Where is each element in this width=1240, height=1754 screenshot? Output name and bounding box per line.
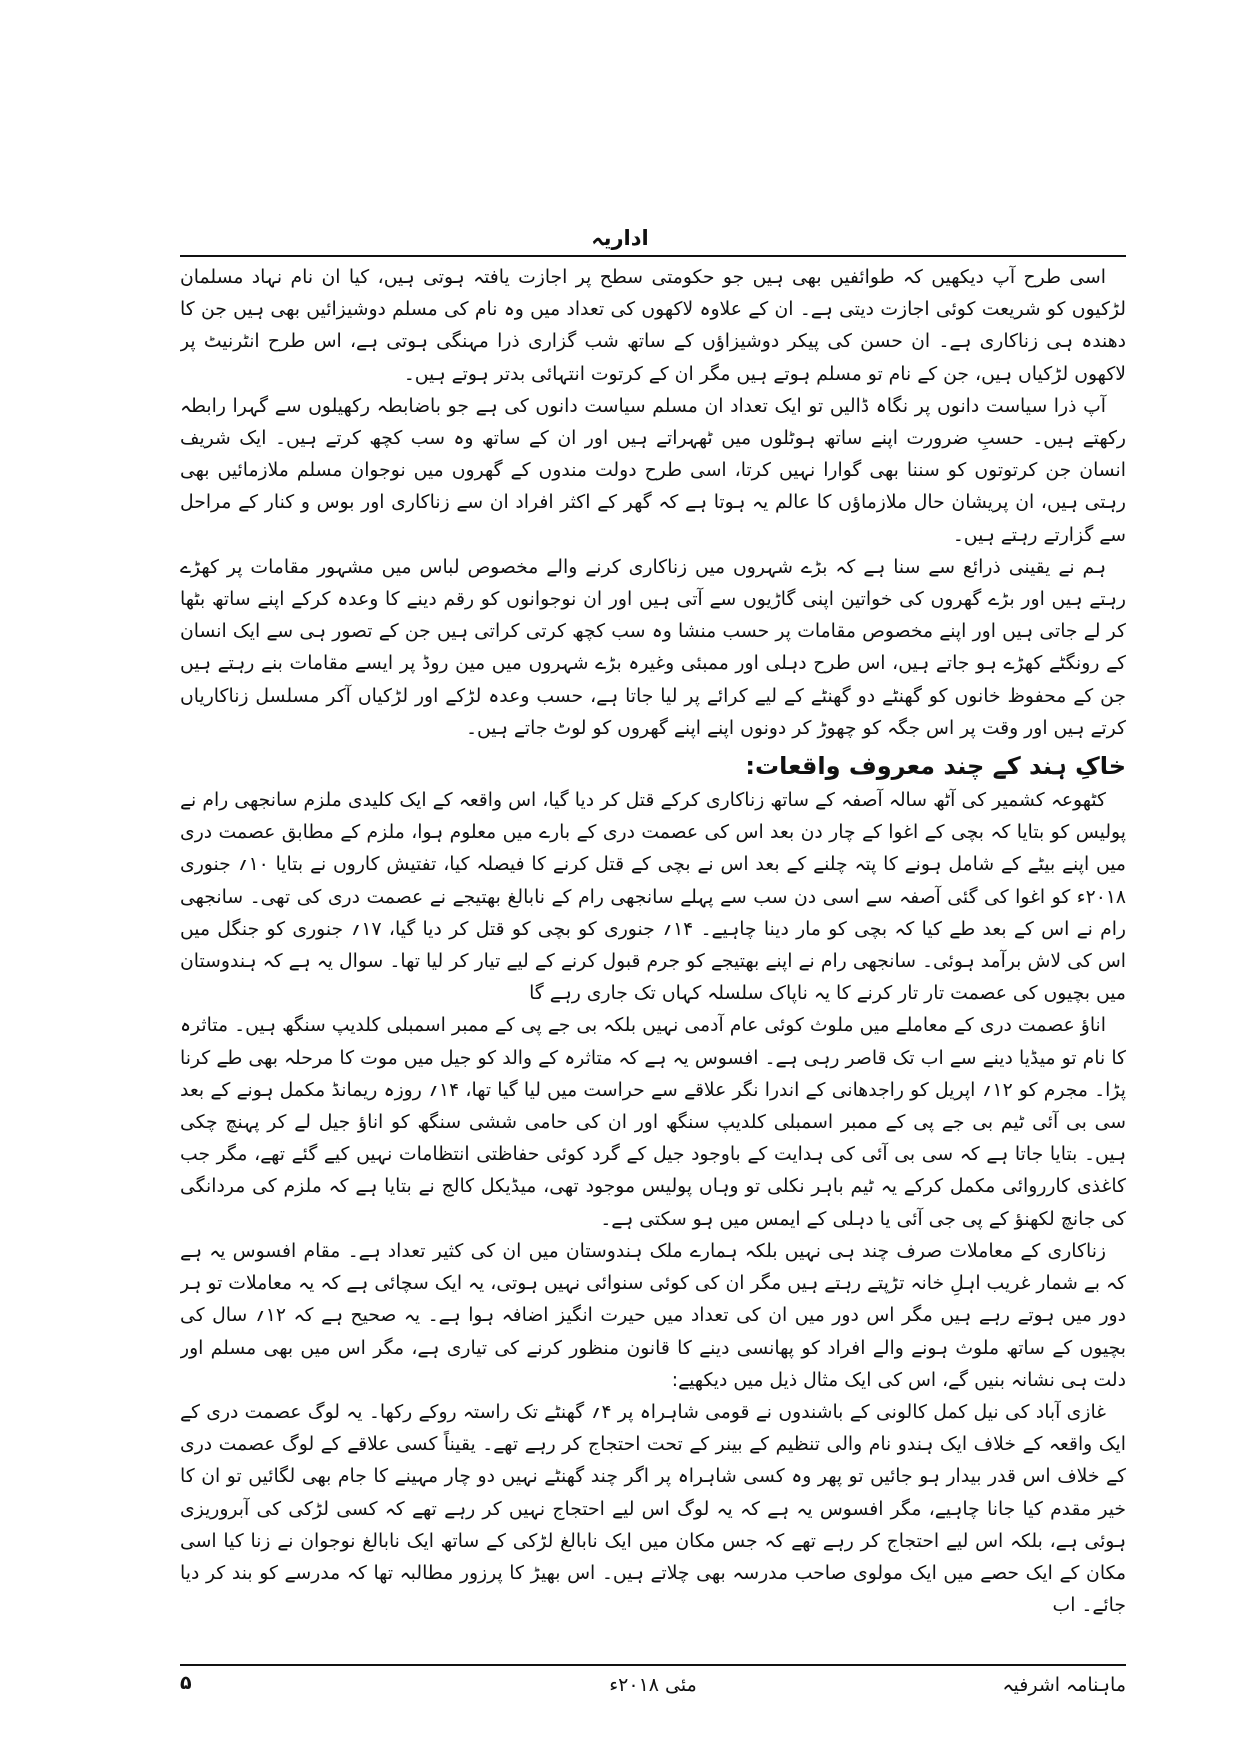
page-footer [180, 1668, 1126, 1702]
paragraph: آپ ذرا سیاست دانوں پر نگاہ ڈالیں تو ایک تعداد ان مسلم سیاست دانوں کی ہے جو باضابطہ رکھیلوں سے گہرا رابطہ رکھتے ہیں۔ حسبِ ضرورت اپنے ساتھ ہوٹلوں میں ٹھہراتے ہیں اور ان کے ساتھ وہ سب کچھ کرتے ہیں۔ ایک شریف انسان جن کرتوتوں کو سننا بھی گوارا نہیں کرتا، اسی طرح دولت مندوں کے گھروں میں نوجوان مسلم ملازمائیں بھی رہتی ہیں، ان پریشان حال ملازماؤں کا عالم یہ ہوتا ہے کہ گھر کے اکثر افراد ان سے زناکاری اور بوس و کنار کے مراحل سے گزارتے رہتے ہیں۔ [180, 395, 1126, 546]
page-number: ۵ [180, 1672, 192, 1694]
paragraph: غازی آباد کی نیل کمل کالونی کے باشندوں نے قومی شاہراہ پر ۴؍ گھنٹے تک راستہ روکے رکھا۔ یہ لوگ عصمت دری کے ایک واقعہ کے خلاف ایک ہندو نام والی تنظیم کے بینر کے تحت احتجاج کر رہے تھے۔ یقیناً کسی علاقے کے لوگ عصمت دری کے خلاف اس قدر بیدار ہو جائیں تو پھر وہ کسی شاہراہ پر اگر چند گھنٹے نہیں دو چار مہینے کا جام بھی لگائیں تو ان کا خیر مقدم کیا جانا چاہیے، مگر افسوس یہ ہے کہ یہ لوگ اس لیے احتجاج نہیں کر رہے تھے کہ کسی لڑکی کی آبروریزی ہوئی ہے، بلکہ اس لیے احتجاج کر رہے تھے کہ جس مکان میں ایک نابالغ لڑکی کے ساتھ ایک نابالغ نوجوان نے زنا کیا اسی مکان کے ایک حصے میں ایک مولوی صاحب مدرسہ بھی چلاتے ہیں۔ اس بھیڑ کا پرزور مطالبہ تھا کہ مدرسے کو بند کر دیا جائے۔ اب [180, 1401, 1126, 1617]
paragraph: زناکاری کے معاملات صرف چند ہی نہیں بلکہ ہمارے ملک ہندوستان میں ان کی کثیر تعداد ہے۔ مقام افسوس یہ ہے کہ بے شمار غریب اہلِ خانہ تڑپتے رہتے ہیں مگر ان کی کوئی سنوائی نہیں ہوتی، یہ ایک سچائی ہے کہ یہ معاملات تو ہر دور میں ہوتے رہے ہیں مگر اس دور میں ان کی تعداد میں حیرت انگیز اضافہ ہوا ہے۔ یہ صحیح ہے کہ ۱۲؍ سال کی بچیوں کے ساتھ ملوث ہونے والے افراد کو پھانسی دینے کا قانون منظور کرنے کی تیاری ہے، مگر اس میں بھی مسلم اور دلت ہی نشانہ بنیں گے، اس کی ایک مثال ذیل میں دیکھیے: [180, 1240, 1126, 1391]
paragraph: ہم نے یقینی ذرائع سے سنا ہے کہ بڑے شہروں میں زناکاری کرنے والے مخصوص لباس میں مشہور مقامات پر کھڑے رہتے ہیں اور بڑے گھروں کی خواتین اپنی گاڑیوں سے آتی ہیں اور ان نوجوانوں کو رقم دینے کا وعدہ کرکے اپنے ساتھ بٹھا کر لے جاتی ہیں اور اپنے مخصوص مقامات پر حسب منشا وہ سب کچھ کرتی کراتی ہیں جن کے تصور ہی سے ایک انسان کے رونگٹے کھڑے ہو جاتے ہیں، اس طرح دہلی اور ممبئی وغیرہ بڑے شہروں میں مین روڈ پر ایسے مقامات بنے رہتے ہیں جن کے محفوظ خانوں کو گھنٹے دو گھنٹے کے لیے کرائے پر لیا جاتا ہے، حسب وعدہ لڑکے اور لڑکیاں آکر مسلسل زناکاریاں کرتے ہیں اور وقت پر اس جگہ کو چھوڑ کر دونوں اپنے اپنے گھروں کو لوٹ جاتے ہیں۔ [180, 556, 1126, 739]
issue-date: مئی ۲۰۱۸ء [609, 1674, 697, 1696]
paragraph: اسی طرح آپ دیکھیں کہ طوائفیں بھی ہیں جو حکومتی سطح پر اجازت یافتہ ہوتی ہیں، کیا ان نام نہاد مسلمان لڑکیوں کو شریعت کوئی اجازت دیتی ہے۔ ان کے علاوہ لاکھوں کی تعداد میں وہ نام کی مسلم دوشیزائیں بھی ہیں جن کا دھندہ ہی زناکاری ہے۔ ان حسن کی پیکر دوشیزاؤں کے ساتھ شب گزاری ذرا مہنگی ہوتی ہے، اس طرح انٹرنیٹ پر لاکھوں لڑکیاں ہیں، جن کے نام تو مسلم ہوتے ہیں مگر ان کے کرتوت انتہائی بدتر ہوتے ہیں۔ [180, 267, 1126, 385]
paragraph: کٹھوعہ کشمیر کی آٹھ سالہ آصفہ کے ساتھ زناکاری کرکے قتل کر دیا گیا، اس واقعہ کے ایک کلیدی ملزم سانجھی رام نے پولیس کو بتایا کہ بچی کے اغوا کے چار دن بعد اس کی عصمت دری کے بارے میں معلوم ہوا، ملزم کے مطابق عصمت دری میں اپنے بیٹے کے شامل ہونے کا پتہ چلنے کے بعد اس نے بچی کے قتل کرنے کا فیصلہ کیا، تفتیش کاروں نے بتایا ۱۰؍ جنوری ۲۰۱۸ء کو اغوا کی گئی آصفہ سے اسی دن سب سے پہلے سانجھی رام کے نابالغ بھتیجے نے عصمت دری کی تھی۔ سانجھی رام نے اس کے بعد طے کیا کہ بچی کو مار دینا چاہیے۔ ۱۴؍ جنوری کو بچی کو قتل کر دیا گیا، ۱۷؍ جنوری کو جنگل میں اس کی لاش برآمد ہوئی۔ سانجھی رام نے اپنے بھتیجے کو جرم قبول کرنے کے لیے تیار کر لیا تھا۔ سوال یہ ہے کہ ہندوستان میں بچیوں کی عصمت تار تار کرنے کا یہ ناپاک سلسلہ کہاں تک جاری رہے گا [180, 790, 1126, 1005]
paragraph: اناؤ عصمت دری کے معاملے میں ملوث کوئی عام آدمی نہیں بلکہ بی جے پی کے ممبر اسمبلی کلدیپ سنگھ ہیں۔ متاثرہ کا نام تو میڈیا دینے سے اب تک قاصر رہی ہے۔ افسوس یہ ہے کہ متاثرہ کے والد کو جیل میں موت کا مرحلہ بھی طے کرنا پڑا۔ مجرم کو ۱۲؍ اپریل کو راجدھانی کے اندرا نگر علاقے سے حراست میں لیا گیا تھا، ۱۴؍ روزہ ریمانڈ مکمل ہونے کے بعد سی بی آئی ٹیم بی جے پی کے ممبر اسمبلی کلدیپ سنگھ اور ان کی حامی ششی سنگھ کو اناؤ جیل لے کر پہنچ چکی ہیں۔ بتایا جاتا ہے کہ سی بی آئی کی ہدایت کے باوجود جیل کے گرد کوئی حفاظتی انتظامات نہیں کیے گئے تھے، مگر جب کاغذی کارروائی مکمل کرکے یہ ٹیم باہر نکلی تو وہاں پولیس موجود تھی، میڈیکل کالج نے بتایا ہے کہ ملزم کی مردانگی کی جانچ لکھنؤ کے پی جی آئی یا دہلی کے ایمس میں ہو سکتی ہے۔ [180, 1015, 1126, 1230]
editorial-body [180, 262, 1126, 1658]
page-header-title: اداریہ [591, 226, 649, 250]
section-heading: خاکِ ہند کے چند معروف واقعات: [745, 752, 1126, 781]
header-divider [180, 255, 1126, 257]
magazine-name: ماہنامہ اشرفیہ [1002, 1674, 1126, 1696]
footer-divider [180, 1664, 1126, 1666]
